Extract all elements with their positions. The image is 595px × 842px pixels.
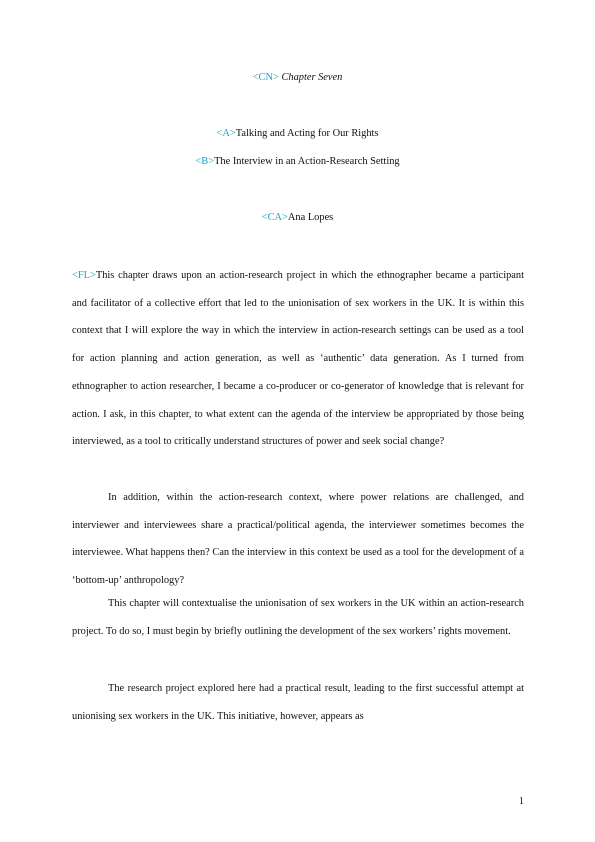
author-name: Ana Lopes xyxy=(287,212,334,223)
heading-b xyxy=(0,155,595,169)
author-tag: <CA> xyxy=(261,212,288,223)
paragraph-1-tag: <FL> xyxy=(72,270,96,281)
chapter-title: Chapter Seven xyxy=(281,72,343,83)
heading-b-text: The Interview in an Action-Research Setting xyxy=(214,156,400,167)
heading-a-tag: <A> xyxy=(216,128,236,139)
paragraph-1-text: This chapter draws upon an action-research project in which the ethnographer became a participant and facilitator of a collective effort that led to the unionisation of sex workers in the UK. It is within this context that I will explore the way in which the interview in action-research settings can be used as a tool for action planning and action generation, as well as ‘authentic’ data generation. As I turned from ethnographer to action researcher, I became a co-producer or co-generator of knowledge that is relevant for action. I ask, in this chapter, to what extent can the agenda of the interview be appropriated by those being interviewed, as a tool to critically understand structures of power and seek social change? xyxy=(72,270,524,448)
paragraph-4: The research project explored here had a practical result, leading to the first successful attempt at unionising sex workers in the UK. This initiative, however, appears as xyxy=(72,683,524,722)
heading-a xyxy=(0,127,595,141)
chapter-tag: <CN> xyxy=(252,72,279,83)
heading-a-text: Talking and Acting for Our Rights xyxy=(235,128,379,139)
chapter-heading xyxy=(0,71,595,85)
page-number: 1 xyxy=(518,796,524,807)
heading-b-tag: <B> xyxy=(195,156,215,167)
author-line xyxy=(0,211,595,225)
paragraph-3: This chapter will contextualise the unionisation of sex workers in the UK within an action-research project. To do so, I must begin by briefly outlining the development of the sex workers’ rights movement. xyxy=(72,598,524,637)
paragraph-2: In addition, within the action-research context, where power relations are challenged, and interviewer and interviewees share a practical/political agenda, the interviewer sometimes becomes the interviewee. What happens then? Can the interview in this context be used as a tool for the development of a ‘bottom-up’ anthropology? xyxy=(72,492,524,587)
paragraph-1 xyxy=(72,262,524,456)
